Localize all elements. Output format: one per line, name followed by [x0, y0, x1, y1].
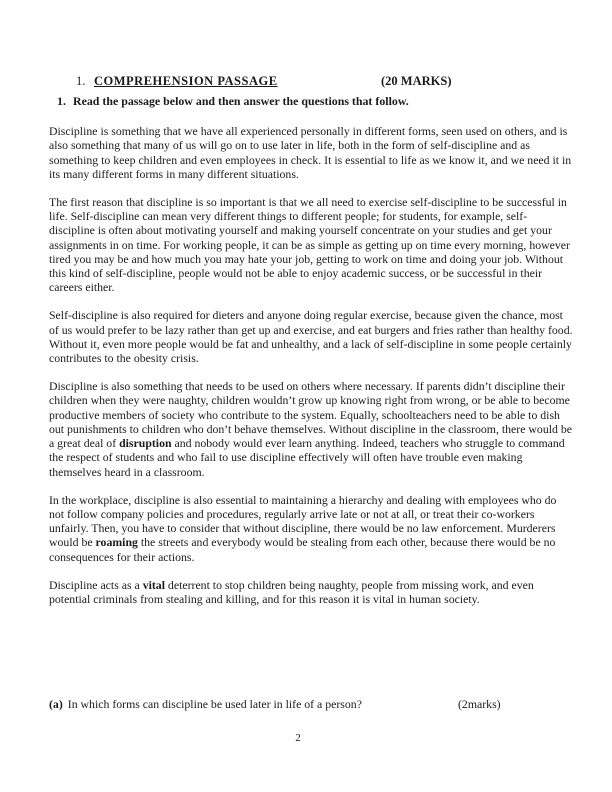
question-text: In which forms can discipline be used later in life of a person? — [67, 697, 362, 711]
passage-text: Discipline acts as a — [49, 577, 143, 592]
section-heading — [0, 74, 612, 90]
passage-text: The first reason that discipline is so important is that we all need to exercise self-discipline to be successful in life. Self-discipline can mean very different things to different people; for students, for example, self-discipline is often about motivating yourself and making yourself concentrate on your studies and get your assignments in on time. For working people, it can be as simple as getting up on time every morning, however tired you may be and how much you may hate your job, getting to work on time and doing your job. Without this kind of self-discipline, people would not be able to enjoy academic success, or be successful in their careers either. — [49, 194, 570, 295]
passage-bold-term: roaming — [95, 535, 138, 550]
passage-bold-term: vital — [142, 577, 165, 592]
passage-paragraph — [49, 578, 573, 607]
passage-paragraph — [49, 124, 573, 181]
page-number: 2 — [295, 732, 301, 744]
passage-paragraph — [49, 308, 573, 365]
passage-text: In the workplace, discipline is also essential to maintaining a hierarchy and dealing with employees who do not follow company policies and procedures, regularly arrive late or not at all, or treat their co-workers unfairly. Then, you have to consider that without discipline, there would be no law enforcement. Murderers would be — [49, 492, 557, 550]
passage-text: deterrent to stop children being naughty, people from missing work, and even potential criminals from stealing and killing, and for this reason it is vital in human society. — [49, 577, 534, 606]
instruction-number: 1. — [57, 94, 66, 108]
passage-text: Discipline is also something that needs to be used on others where necessary. If parents didn’t discipline their children when they were naughty, children wouldn’t grow up knowing right from wrong, or be able to become productive members of society who contribute to the system. Equally, schoolteachers need to be able to dish out punishments to children who don’t behave themselves. Without discipline in the classroom, there would be a great deal of — [49, 378, 572, 451]
section-title: COMPREHENSION PASSAGE — [94, 74, 278, 88]
passage-paragraph — [49, 493, 573, 564]
section-number: 1. — [76, 74, 86, 88]
question-marks: (2marks) — [458, 697, 501, 711]
passage-paragraph — [49, 379, 573, 479]
section-marks: (20 MARKS) — [381, 74, 452, 88]
passage-text: the streets and everybody would be stealing from each other, because there would be no consequences for their actions. — [49, 535, 556, 564]
passage-paragraph — [49, 195, 573, 295]
passage-text: Discipline is something that we have all experienced personally in different forms, seen used on others, and is also something that many of us will go on to use later in life, both in the form of self-discipline and as something to keep children and even employees in check. It is essential to life as we know it, and we need it in its many different forms in many different situations. — [49, 124, 572, 181]
passage-bold-term: disruption — [119, 436, 172, 451]
passage — [49, 124, 573, 620]
question-row — [49, 697, 573, 711]
instruction-line — [57, 94, 587, 109]
question-label: (a) — [49, 697, 63, 711]
passage-text: and nobody would ever learn anything. Indeed, teachers who struggle to command the respect of students and who fail to use discipline effectively will often have trouble even making themselves heard in a classroom. — [49, 436, 565, 479]
passage-text: Self-discipline is also required for dieters and anyone doing regular exercise, because given the chance, most of us would prefer to be lazy rather than get up and exercise, and eat burgers and fries rather than healthy food. Without it, even more people would be fat and unhealthy, and a lack of self-discipline in some people certainly contributes to the obesity crisis. — [49, 308, 573, 366]
instruction-text: Read the passage below and then answer the questions that follow. — [73, 94, 409, 108]
